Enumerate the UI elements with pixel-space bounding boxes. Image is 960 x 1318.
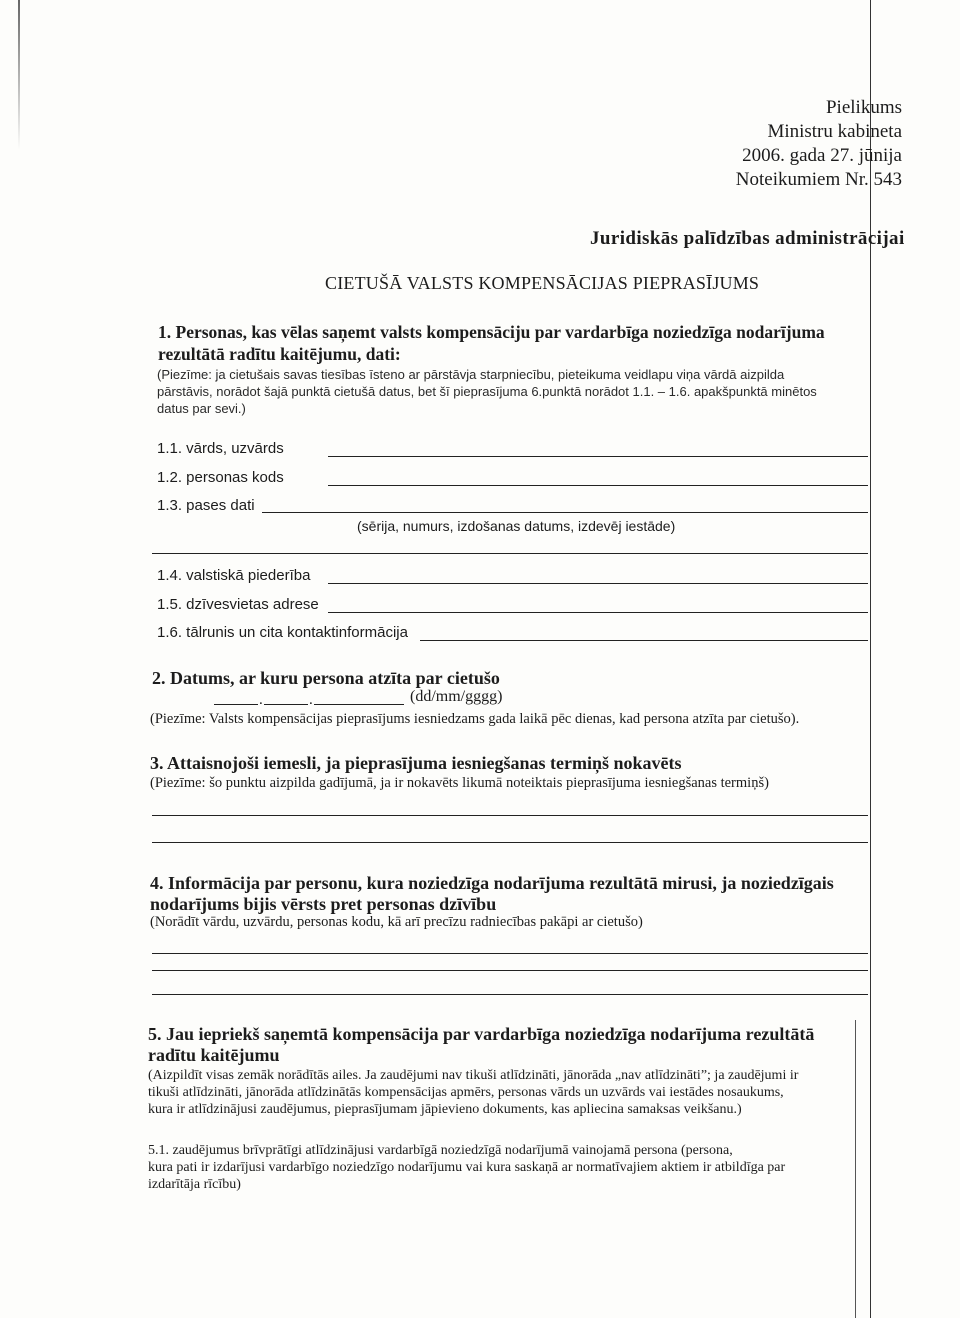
annex-line-2: Ministru kabineta	[767, 121, 902, 142]
section4-heading-line1: 4. Informācija par personu, kura noziedzīga nodarījuma rezultātā mirusi, ja noziedzīgais	[150, 873, 834, 893]
field-personal-code-label: 1.2. personas kods	[157, 469, 284, 486]
item-5-1-line3: izdarītāja rīcību)	[148, 1177, 241, 1192]
date-month-line[interactable]	[264, 704, 308, 705]
section5-note-line2: tikuši atlīdzināti, jānorāda atlīdzinātās kompensācijas apmērs, personas vārds un uzvārds vai iestādes nosaukums,	[148, 1085, 784, 1100]
section1-note-line3: datus par sevi.)	[157, 401, 246, 416]
section5-note-line1: (Aizpildīt visas zemāk norādītās ailes. Ja zaudējumi nav tikuši atlīdzināti, jānorāda „nav atlīdzināti”; ja zaudējumi ir	[148, 1068, 799, 1083]
section3-note: (Piezīme: šo punktu aizpilda gadījumā, ja ir nokavēts likumā noteiktais pieprasījuma iesniegšanas termiņš)	[150, 775, 769, 791]
section2-note: (Piezīme: Valsts kompensācijas pieprasījums iesniedzams gada laikā pēc dienas, kad persona atzīta par cietušo).	[150, 711, 800, 727]
scan-border-line-lower	[855, 1020, 856, 1318]
section1-note-line1: (Piezīme: ja cietušais savas tiesības īsteno ar pārstāvja starpniecību, pieteikuma veidlapu viņa vārdā aizpilda	[157, 367, 785, 382]
section1-heading-line2: rezultātā radītu kaitējumu, dati:	[158, 344, 401, 364]
field-contact-label: 1.6. tālrunis un cita kontaktinformācija	[157, 624, 408, 641]
section4-note: (Norādīt vārdu, uzvārdu, personas kodu, kā arī precīzu radniecības pakāpi ar cietušo)	[150, 914, 643, 930]
passport-hint: (sērija, numurs, izdošanas datums, izdevēj iestāde)	[357, 518, 676, 534]
section3-line-1[interactable]	[152, 815, 868, 816]
field-contact-line[interactable]	[420, 640, 868, 641]
field-passport-label: 1.3. pases dati	[157, 497, 255, 514]
section3-heading: 3. Attaisnojoši iemesli, ja pieprasījuma iesniegšanas termiņš nokavēts	[150, 753, 682, 773]
field-nationality-label: 1.4. valstiskā piederība	[157, 567, 311, 584]
section4-line-2[interactable]	[152, 970, 868, 971]
institution-name: Juridiskās palīdzības administrācijai	[590, 228, 905, 249]
date-format-hint: (dd/mm/gggg)	[410, 688, 503, 705]
field-name-line[interactable]	[328, 456, 868, 457]
date-dot-1: .	[259, 692, 263, 708]
section2-heading: 2. Datums, ar kuru persona atzīta par cietušo	[152, 668, 500, 688]
section5-heading-line2: radītu kaitējumu	[148, 1045, 280, 1065]
field-nationality-line[interactable]	[328, 583, 868, 584]
item-5-1-line2: kura pati ir izdarījusi vardarbīgo noziedzīgo nodarījumu vai kura saskaņā ar normatīvajiem aktiem ir atbildīga par	[148, 1160, 786, 1175]
annex-line-4: Noteikumiem Nr. 543	[735, 169, 902, 190]
section3-line-2[interactable]	[152, 842, 868, 843]
annex-line-3: 2006. gada 27. jūnija	[742, 145, 902, 166]
section4-heading-line2: nodarījums bijis vērsts pret personas dzīvību	[150, 894, 497, 914]
section4-line-1[interactable]	[152, 953, 868, 954]
annex-line-1: Pielikums	[825, 97, 902, 118]
field-address-label: 1.5. dzīvesvietas adrese	[157, 596, 319, 613]
date-dot-2: .	[309, 692, 313, 708]
annex-block	[736, 96, 902, 192]
section5-note-line3: kura ir atlīdzinājusi zaudējumus, pieprasījumam jāpievieno dokuments, kas apliecina samaksas veikšanu.)	[148, 1102, 742, 1117]
field-name-label: 1.1. vārds, uzvārds	[157, 440, 284, 457]
field-passport-line[interactable]	[262, 512, 868, 513]
date-day-line[interactable]	[214, 704, 258, 705]
section4-line-3[interactable]	[152, 994, 868, 995]
form-title: CIETUŠĀ VALSTS KOMPENSĀCIJAS PIEPRASĪJUMS	[325, 273, 760, 293]
section5-heading-line1: 5. Jau iepriekš saņemtā kompensācija par vardarbīga noziedzīga nodarījuma rezultātā	[148, 1024, 815, 1044]
section1-heading-line1: 1. Personas, kas vēlas saņemt valsts kompensāciju par vardarbīga noziedzīga nodarījuma	[158, 322, 825, 342]
item-5-1-line1: 5.1. zaudējumus brīvprātīgi atlīdzinājusi vardarbīgā noziedzīgā nodarījumā vainojamā persona (persona,	[148, 1143, 733, 1158]
date-year-line[interactable]	[314, 704, 404, 705]
field-personal-code-line[interactable]	[328, 485, 868, 486]
scan-edge-shadow	[18, 0, 20, 150]
scan-border-line	[870, 0, 871, 1318]
field-address-line[interactable]	[328, 612, 868, 613]
section1-note-line2: pārstāvis, norādot šajā punktā cietušā datus, bet šī pieprasījuma 6.punktā norādot 1.1. – 1.6. apakšpunktā minētos	[157, 384, 817, 399]
field-passport-line-2[interactable]	[152, 553, 868, 554]
